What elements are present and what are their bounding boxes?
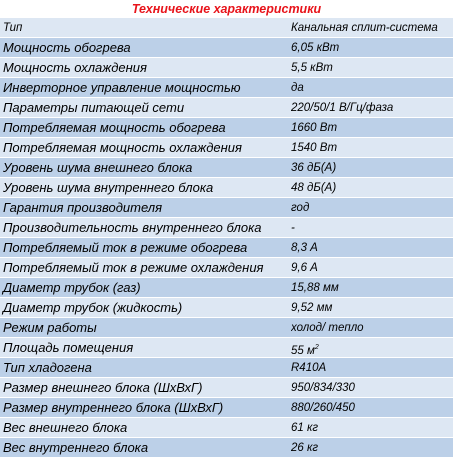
table-row <box>0 198 453 218</box>
spec-value-text: 950/834/330 <box>291 382 355 394</box>
table-row <box>0 58 453 78</box>
spec-label: Потребляемая мощность охлаждения <box>3 140 242 155</box>
spec-value <box>291 278 453 297</box>
spec-label: Размер внешнего блока (ШхВхГ) <box>3 380 203 395</box>
table-row <box>0 258 453 278</box>
spec-value-text: 6,05 кВт <box>291 42 340 54</box>
spec-value <box>291 58 453 77</box>
spec-value-text: R410A <box>291 362 327 374</box>
spec-label: Тип <box>3 22 23 34</box>
spec-value <box>291 78 453 97</box>
spec-value <box>291 338 453 357</box>
spec-value <box>291 218 453 237</box>
spec-label: Параметры питающей сети <box>3 100 185 115</box>
table-row <box>0 98 453 118</box>
spec-value-text: холод/ тепло <box>291 322 364 334</box>
spec-label: Потребляемый ток в режиме охлаждения <box>3 260 264 275</box>
table-row <box>0 418 453 438</box>
spec-value <box>291 378 453 397</box>
spec-label: Мощность охлаждения <box>3 60 147 75</box>
spec-value-text: 9,52 мм <box>291 302 333 314</box>
spec-value <box>291 258 453 277</box>
spec-value-text: 15,88 мм <box>291 282 339 294</box>
spec-value-text: 26 кг <box>291 442 319 454</box>
table-row <box>0 158 453 178</box>
spec-label: Тип хладогена <box>3 360 92 375</box>
spec-label: Площадь помещения <box>3 340 134 355</box>
spec-value-text: 9,6 А <box>291 262 318 274</box>
unit-superscript: 2 <box>314 344 319 351</box>
spec-label: Вес внутреннего блока <box>3 440 149 455</box>
spec-value <box>291 138 453 157</box>
table-row <box>0 118 453 138</box>
table-row <box>0 398 453 418</box>
spec-label: Потребляемый ток в режиме обогрева <box>3 240 248 255</box>
spec-label: Диаметр трубок (газ) <box>3 280 141 295</box>
spec-value <box>291 318 453 337</box>
spec-value <box>291 38 453 57</box>
table-row <box>0 438 453 458</box>
table-row <box>0 218 453 238</box>
spec-value <box>291 298 453 317</box>
table-row <box>0 318 453 338</box>
spec-value <box>291 438 453 457</box>
table-row <box>0 358 453 378</box>
spec-label: Гарантия производителя <box>3 200 163 215</box>
spec-label: Размер внутреннего блока (ШхВхГ) <box>3 400 224 415</box>
spec-value-text: 220/50/1 В/Гц/фаза <box>291 102 394 114</box>
spec-value-text: 48 дБ(А) <box>291 182 337 194</box>
spec-value <box>291 198 453 217</box>
table-row <box>0 138 453 158</box>
table-row <box>0 238 453 258</box>
spec-value-text: 36 дБ(А) <box>291 162 337 174</box>
table-row <box>0 178 453 198</box>
spec-label: Вес внешнего блока <box>3 420 128 435</box>
spec-value-text: - <box>291 222 295 234</box>
spec-label: Уровень шума внешнего блока <box>3 160 193 175</box>
spec-table <box>0 18 453 458</box>
spec-value <box>291 158 453 177</box>
spec-value-text: 1540 Вт <box>291 142 338 154</box>
spec-label: Производительность внутреннего блока <box>3 220 262 235</box>
spec-label: Мощность обогрева <box>3 40 131 55</box>
table-row <box>0 38 453 58</box>
spec-label: Потребляемая мощность обогрева <box>3 120 226 135</box>
spec-value-text: 61 кг <box>291 422 319 434</box>
spec-label: Режим работы <box>3 320 97 335</box>
spec-value <box>291 118 453 137</box>
spec-value <box>291 238 453 257</box>
spec-value <box>291 358 453 377</box>
spec-value-text: 880/260/450 <box>291 402 355 414</box>
spec-value-text: 5,5 кВт <box>291 62 333 74</box>
table-row <box>0 278 453 298</box>
spec-value-text: Канальная сплит-система <box>291 22 438 34</box>
spec-value <box>291 178 453 197</box>
spec-value-text: да <box>291 82 304 94</box>
table-row <box>0 338 453 358</box>
spec-value <box>291 398 453 417</box>
spec-value-text: 8,3 А <box>291 242 318 254</box>
spec-value-text: 1660 Вт <box>291 122 338 134</box>
table-row <box>0 298 453 318</box>
table-row <box>0 78 453 98</box>
spec-value <box>291 98 453 117</box>
spec-title: Технические характеристики <box>0 0 453 18</box>
table-row <box>0 18 453 38</box>
spec-label: Уровень шума внутреннего блока <box>3 180 214 195</box>
spec-label: Инверторное управление мощностью <box>3 80 241 95</box>
table-row <box>0 378 453 398</box>
spec-value <box>291 18 453 37</box>
spec-value-text: 55 м <box>291 345 315 357</box>
spec-value-text: год <box>291 202 310 214</box>
spec-label: Диаметр трубок (жидкость) <box>3 300 183 315</box>
spec-value <box>291 418 453 437</box>
